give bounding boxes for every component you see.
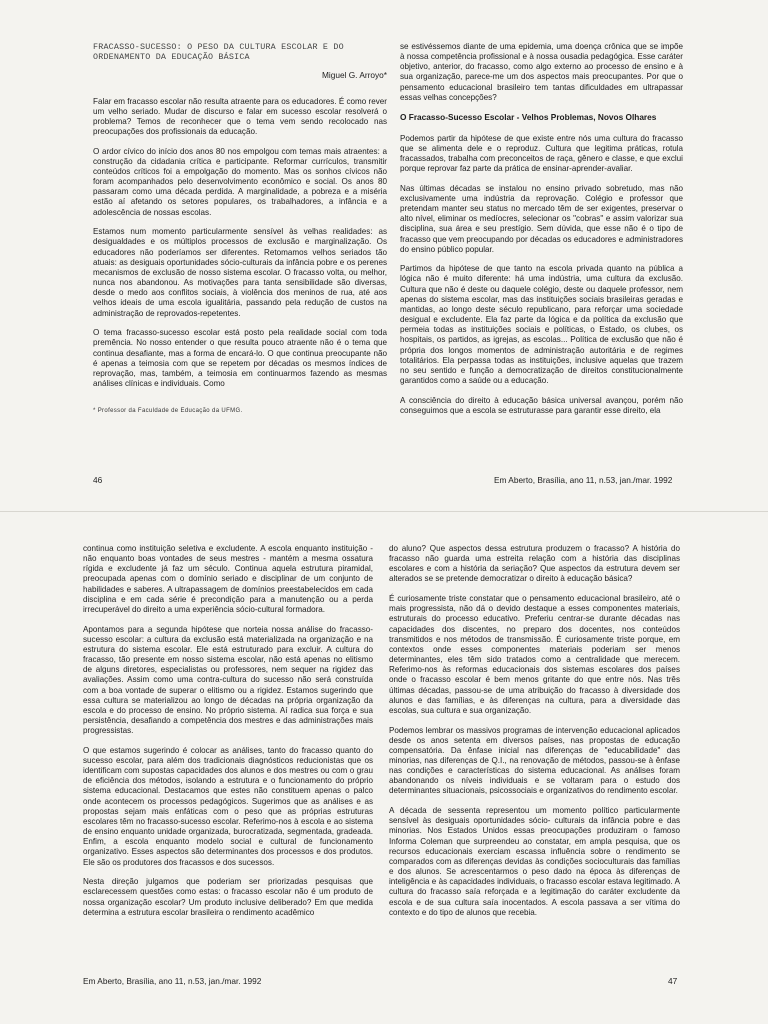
paragraph: É curiosamente triste constatar que o pensamento educacional brasileiro, até o mais progressista, não dá o devido destaque a esses componentes materiais, estruturais do processo educativo. Preferiu centrar-se durante décadas nas capacidades dos discentes, no preparo dos docentes, nos conteúdos transmitidos e nos métodos de transmissão. É curiosamente triste porque, em contextos onde esses componentes materiais poderiam ser menos determinantes, eles têm sido tratados como a centralidade que merecem. Referimo-nos às reformas educacionais dos sistemas escolares dos países onde o fracasso escolar é bem menos gritante do que entre nós. Nas três últimas décadas, passou-se de uma atribuição do fracasso à diversidade dos alunos e das famílias, e às diferenças na cultura, para a diversidade das escolas, sua cultura e sua organização. xyxy=(389,594,680,715)
page-46-right-column xyxy=(400,42,683,444)
paragraph: Falar em fracasso escolar não resulta atraente para os educadores. É como rever um velho seriado. Mudar de discurso e falar em sucesso escolar resolverá o problema? Temos de reconhecer que o tema vem sendo recolocado nas preocupações dos profissionais da educação. xyxy=(93,96,387,137)
page-number: 46 xyxy=(93,475,103,485)
paragraph: se estivéssemos diante de uma epidemia, uma doença crônica que se impõe à nossa competência profissional e à nossa ousadia pedagógica. Esse caráter objetivo, anterior, do fracasso, como algo externo ao processo de ensino e à sua organização, parece-me um dos aspectos mais preocupantes. Por que o pensamento educacional brasileiro tem tantas dificuldades em ultrapassar essas velhas concepções? xyxy=(400,42,683,102)
page-47-right-column xyxy=(389,544,680,964)
paragraph: continua como instituição seletiva e excludente. A escola enquanto instituição - não enquanto boas vontades de seus mestres - mantém a mesma ossatura rígida e excludente já faz um século. Continua aquela estrutura piramidal, preocupada apenas com o domínio seriado e disciplinar de um conjunto de habilidades e saberes. A ultrapassagem de domínios preestabelecidos em cada disciplina e em cada série é precondição para a manutenção ou a perda irrecuperável do direito a uma experiência sócio-cultural formadora. xyxy=(83,544,373,614)
journal-info: Em Aberto, Brasília, ano 11, n.53, jan./mar. 1992 xyxy=(494,475,673,485)
journal-info: Em Aberto, Brasília, ano 11, n.53, jan./mar. 1992 xyxy=(83,976,262,986)
author-footnote: * Professor da Faculdade de Educação da UFMG. xyxy=(93,408,243,414)
paragraph: O tema fracasso-sucesso escolar está posto pela realidade social com toda premência. No nosso entender o que resulta pouco atraente não é o tema que continua desafiante, mas a forma de encará-lo. O que continua preocupante não é apenas a teimosia com que se repetem por décadas os mesmos índices de reprovação, mas, também, a teimosia em continuarmos fazendo as mesmas análises clínicas e individuais. Como xyxy=(93,328,387,388)
article-title: FRACASSO-SUCESSO: O PESO DA CULTURA ESCOLAR E DO ORDENAMENTO DA EDUCAÇÃO BÁSICA xyxy=(93,42,344,63)
paragraph: O que estamos sugerindo é colocar as análises, tanto do fracasso quanto do sucesso escolar, para além dos tradicionais diagnósticos reducionistas que os identificam com supostas capacidades dos alunos e dos mestres ou com o grau de eficiência dos métodos, isolando a estrutura e o funcionamento do próprio sistema educacional. Destacamos que estes não constituem apenas o palco onde acontecem os processos pedagógicos. Sugerimos que as análises e as propostas sejam mais enfáticas com o peso que as próprias estruturas escolares têm no fracasso-sucesso escolar. Referimo-nos à escola e ao sistema de ensino enquanto unidade organizada, burocratizada, segmentada, gradeada. Enfim, a escola enquanto modelo social e cultural de funcionamento organizativo. Esses aspectos são determinantes dos processos e dos produtos. Ele são os produtores dos fracassos e dos sucessos. xyxy=(83,745,373,867)
paragraph: Estamos num momento particularmente sensível às velhas realidades: as desigualdades e os múltiplos processos de exclusão e marginalização. Os educadores não poderíamos ser diferentes. Retomamos velhos seriados tão atuais: as desiguais oportunidades sócio-culturais da infância pobre e os perenes mecanismos de exclusão de nosso sistema escolar. O fracasso volta, ou melhor, nunca nos abandonou. As motivações para tanta sensibilidade são diversas, desde o medo aos conflitos sociais, à violência dos meninos de rua, até aos velhos ideais de uma escola igualitária, passando pela redução de custos na administração de reprovados-repetentes. xyxy=(93,227,387,318)
page-46-left-column xyxy=(93,42,387,440)
paragraph: do aluno? Que aspectos dessa estrutura produzem o fracasso? A história do fracasso não guarda uma estreita relação com a história das disciplinas escolares e com a história da seriação? Que aspectos da estrutura devem ser alterados se se pretende democratizar o direito à educação básica? xyxy=(389,544,680,584)
paragraph: Nas últimas décadas se instalou no ensino privado sobretudo, mas não exclusivamente uma indústria da reprovação. Colégio e professor que pretendam manter seu status no mercado têm de ser exigentes, preservar o alto nível, eliminar os medíocres, selecionar os "cobras" e assim valorizar sua disciplina, sua área e seu prestígio. Sem dúvida, que esse não é o tipo de fracasso que vem preocupando por décadas os educadores e administradores do ensino público popular. xyxy=(400,183,683,254)
paragraph: Apontamos para a segunda hipótese que norteia nossa análise do fracasso-sucesso escolar: a cultura da exclusão está materializada na organização e na estrutura do sistema escolar. Ele está estruturado para excluir. A cultura do fracasso, tão presente em nosso sistema escolar, não está apenas no elitismo de alguns diretores, especialistas ou professores, nem sequer na rigidez das avaliações. Assim como uma contra-cultura do sucesso não será construída com a boa vontade de superar o elitismo ou a rigidez. Estamos sugerindo que essa cultura se materializou ao longo de décadas na própria organização da escola e do processo de ensino. No próprio sistema. Aí radica sua força e sua persistência, desafiando a competência dos mestres e das administrações mais progressistas. xyxy=(83,624,373,736)
paragraph: A consciência do direito à educação básica universal avançou, porém não conseguimos que a escola se estruturasse para garantir esse direito, ela xyxy=(400,395,683,415)
page-47-left-column xyxy=(83,544,373,964)
paragraph: Nesta direção julgamos que poderiam ser priorizadas pesquisas que esclarecessem questões como estas: o fracasso escolar não é um produto de nossa organização escolar? Um produto inclusive deliberado? Em que medida determina a estrutura escolar brasileira o rendimento acadêmico xyxy=(83,877,373,917)
paragraph: Partimos da hipótese de que tanto na escola privada quanto na pública a lógica não é muito diferente: há uma indústria, uma cultura da exclusão. Cultura que não é deste ou daquele colégio, deste ou daquele professor, nem apenas do sistema escolar, mas das instituições sociais brasileiras geradas e mantidas, ao longo deste século republicano, para reforçar uma sociedade desigual e excludente. Ela faz parte da lógica e da política da exclusão que permeia todas as instituições sociais e políticas, o Estado, os clubes, os hospitais, os partidos, as igrejas, as escolas... Política de exclusão que não é própria dos longos momentos de administração autoritária e de regimes totalitários. Ela perpassa todas as instituições, inclusive aquelas que trazem no seu sentido e função a democratização de direitos constitucionalmente garantidos como a saúde ou a educação. xyxy=(400,264,683,386)
article-author: Miguel G. Arroyo* xyxy=(321,70,387,81)
paragraph: Podemos lembrar os massivos programas de intervenção educacional aplicados desde os anos setenta em diversos países, nas propostas de educação compensatória. Da ênfase inicial nas diferenças de "educabilidade" das minorias, nas diferenças de Q.I., na renovação de métodos, passou-se à ênfase nas condições e características do sistema educacional. As análises foram abandonando os níveis individuais e se voltaram para o estudo dos determinantes situacionais, psicossociais e organizativos do rendimento escolar. xyxy=(389,725,680,796)
paragraph: Podemos partir da hipótese de que existe entre nós uma cultura do fracasso que se alimenta dele e o reproduz. Cultura que legitima práticas, rotula fracassados, trabalha com preconceitos de raça, gênero e classe, e que exclui porque reprovar faz parte da prática de ensinar-aprender-avaliar. xyxy=(400,133,683,174)
paragraph: A década de sessenta representou um momento político particularmente sensível às desiguais oportunidades sócio- culturais da infância pobre e das minorias. Nos Estados Unidos essas preocupações produziram o famoso Informa Coleman que surpreendeu ao constatar, em ampla pesquisa, que os recursos educacionais exerciam escassa influência sobre o rendimento se comparados com as diferenças devidas às condições socioculturais das famílias e dos alunos. Se acrescentarmos o peso dado na época às diferenças de inteligência e às capacidades individuais, o fracasso escolar estava legitimado. A cultura do fracasso saía reforçada e a legitimação do caráter excludente da escola e de sua cultura saía inocentados. A escola passava a ser vítima do contexto e do tipo de alunos que recebia. xyxy=(389,806,680,917)
paragraph: O ardor cívico do início dos anos 80 nos empolgou com temas mais atraentes: a construção da cidadania crítica e participante. Reformar currículos, transmitir conteúdos críticos foi a empolgação do momento. Mas os sonhos cívicos não foram acompanhados pelo desenvolvimento econômico e social. Os anos 80 passaram como uma década perdida. A marginalidade, a pobreza e a miséria estão aí afetando os setores populares, os trabalhadores, a infância e a adolescência de nossas escolas. xyxy=(93,146,387,217)
section-heading: O Fracasso-Sucesso Escolar - Velhos Problemas, Novos Olhares xyxy=(400,112,657,123)
page-number: 47 xyxy=(668,976,678,986)
